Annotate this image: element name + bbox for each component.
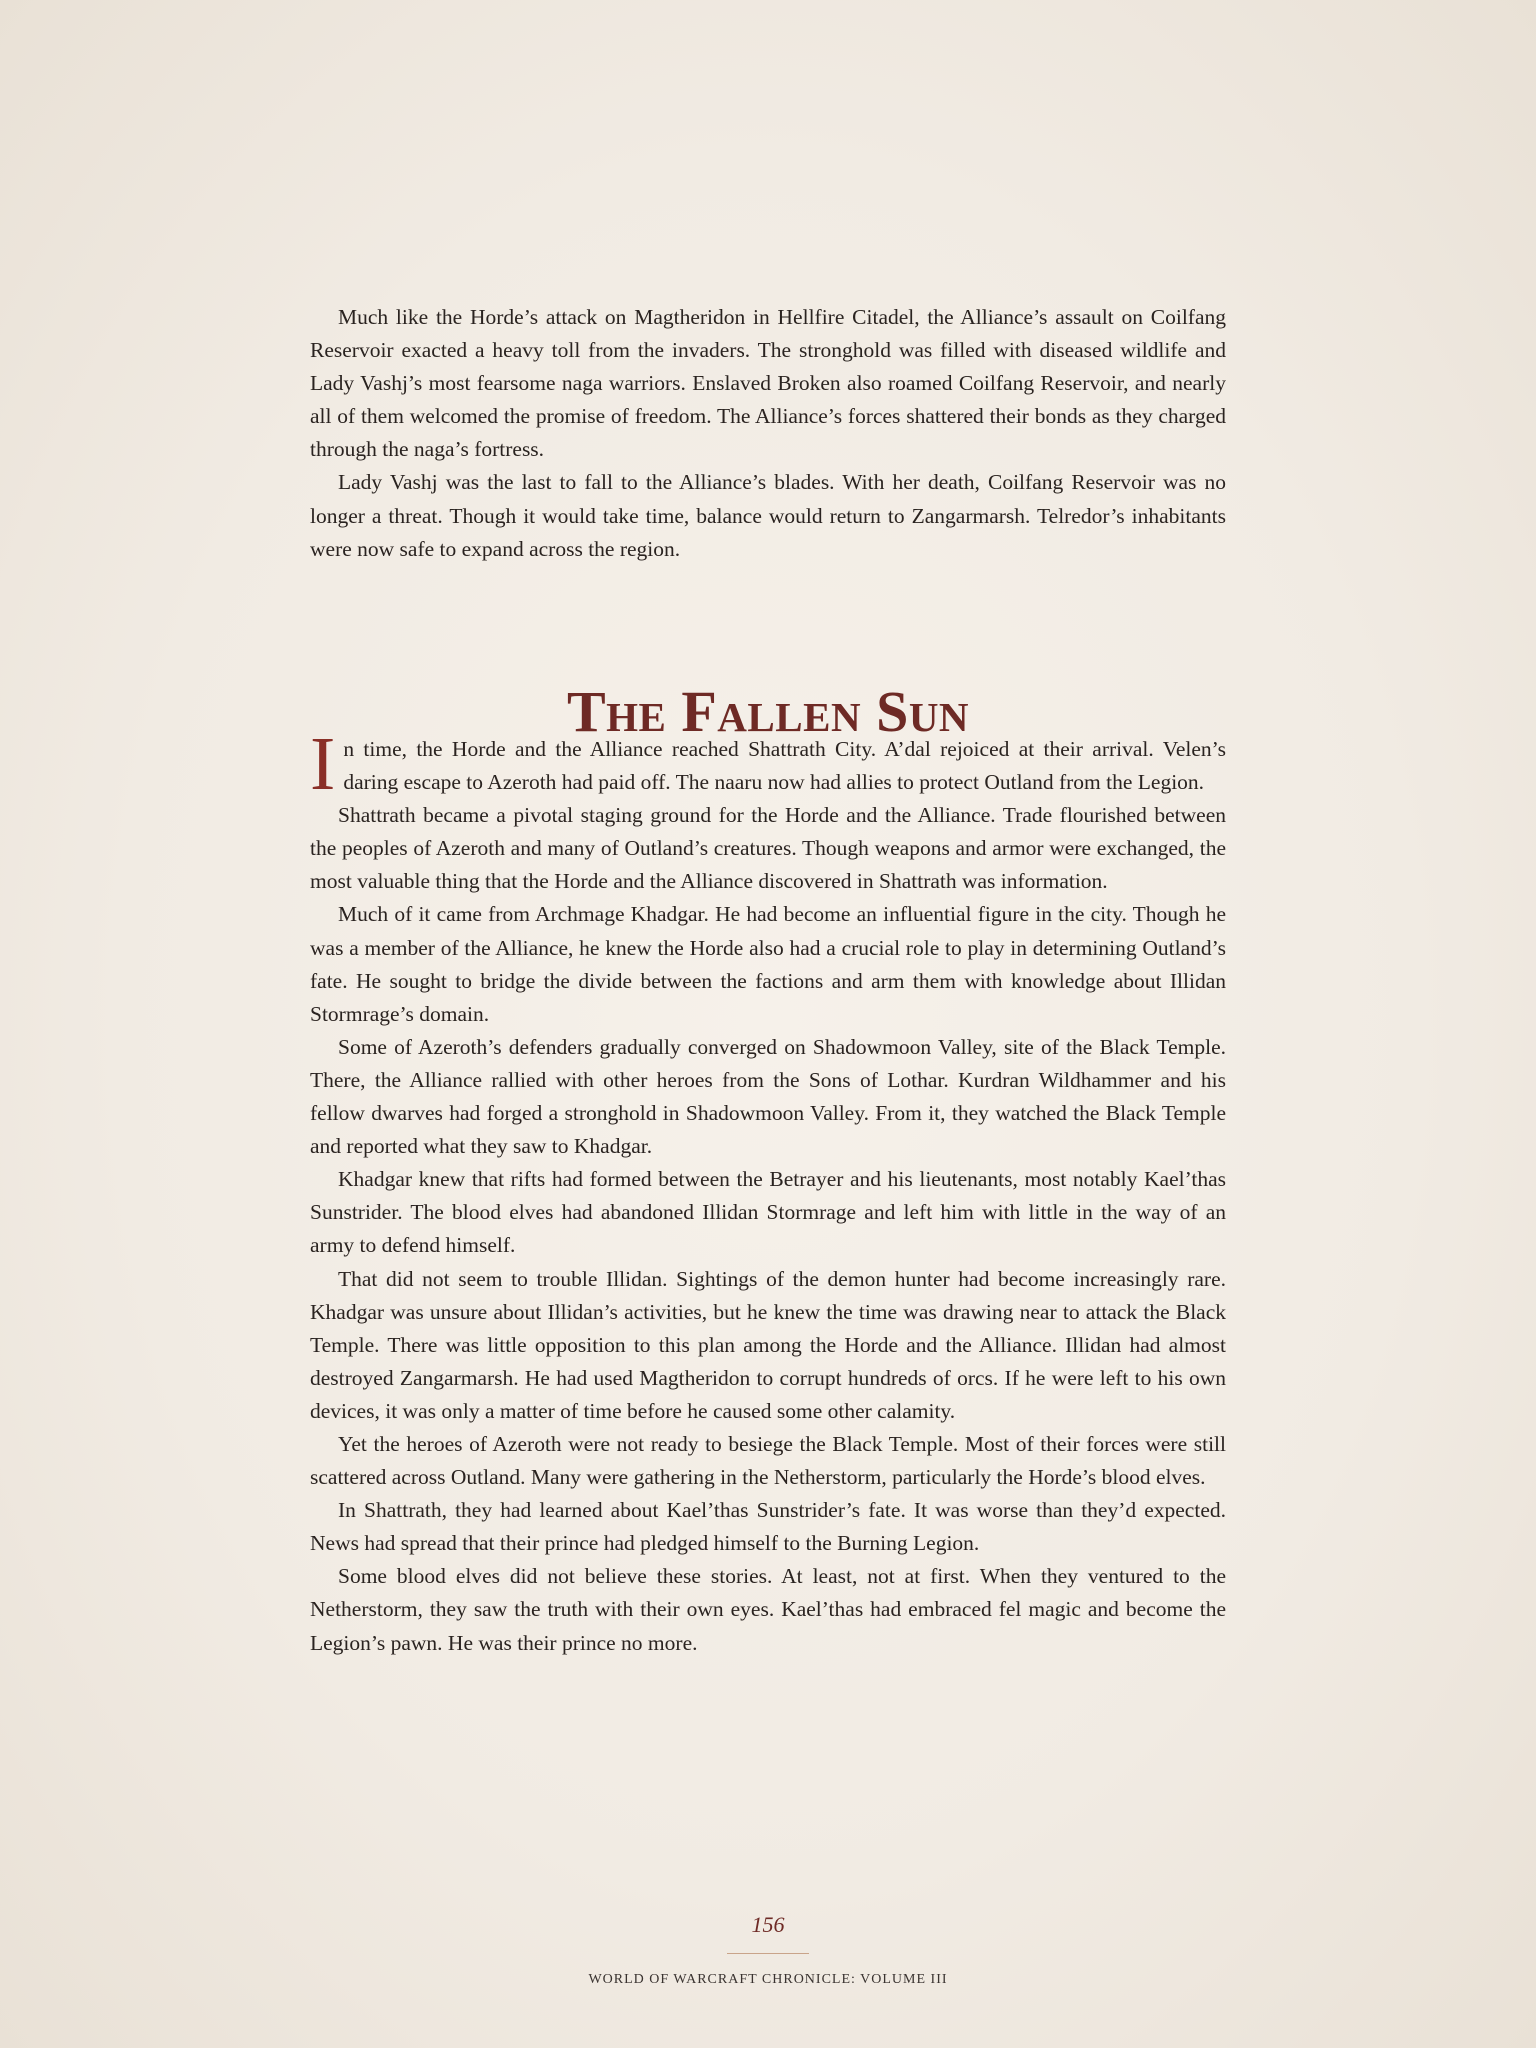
- chapter-body: [310, 722, 1226, 1660]
- chapter-paragraph: Much of it came from Archmage Khadgar. He had become an influential figure in the city. Though he was a member of the Alliance, he knew the Horde also had a crucial role to play in determining Outland’s fate. He sought to bridge the divide between the factions and arm them with knowledge about Illidan Stormrage’s domain.: [310, 902, 1226, 1026]
- chapter-paragraph: Some blood elves did not believe these stories. At least, not at first. When they ventured to the Netherstorm, they saw the truth with their own eyes. Kael’thas had embraced fel magic and become the Legion’s pawn. He was their prince no more.: [310, 1564, 1226, 1655]
- intro-paragraph: Lady Vashj was the last to fall to the Alliance’s blades. With her death, Coilfang Reservoir was no longer a threat. Though it would take time, balance would return to Zangarmarsh. Telredor’s inhabitants were now safe to expand across the region.: [310, 470, 1226, 561]
- first-paragraph-text: n time, the Horde and the Alliance reached Shattrath City. A’dal rejoiced at their arrival. Velen’s daring escape to Azeroth had paid off. The naaru now had allies to protect Outland from the Legion.: [343, 737, 1226, 795]
- chapter-paragraph: Khadgar knew that rifts had formed between the Betrayer and his lieutenants, most notably Kael’thas Sunstrider. The blood elves had abandoned Illidan Stormrage and left him with little in the way of an army to defend himself.: [310, 1167, 1226, 1258]
- intro-paragraph: Much like the Horde’s attack on Magtheridon in Hellfire Citadel, the Alliance’s assault on Coilfang Reservoir exacted a heavy toll from the invaders. The stronghold was filled with diseased wildlife and Lady Vashj’s most fearsome naga warriors. Enslaved Broken also roamed Coilfang Reservoir, and nearly all of them welcomed the promise of freedom. The Alliance’s forces shattered their bonds as they charged through the naga’s fortress.: [310, 305, 1226, 462]
- chapter-first-paragraph: [310, 722, 1226, 806]
- intro-section: [310, 301, 1226, 566]
- page-number: 156: [751, 1912, 785, 1937]
- chapter-paragraph: Yet the heroes of Azeroth were not ready to besiege the Black Temple. Most of their forces were still scattered across Outland. Many were gathering in the Netherstorm, particularly the Horde’s blood elves.: [310, 1431, 1226, 1490]
- running-footer-title: WORLD OF WARCRAFT CHRONICLE: VOLUME III: [588, 1972, 948, 1987]
- chapter-paragraph: Shattrath became a pivotal staging ground for the Horde and the Alliance. Trade flourished between the peoples of Azeroth and many of Outland’s creatures. Though weapons and armor were exchanged, the most valuable thing that the Horde and the Alliance discovered in Shattrath was information.: [310, 803, 1226, 894]
- chapter-paragraph: That did not seem to trouble Illidan. Sightings of the demon hunter had become increasingly rare. Khadgar was unsure about Illidan’s activities, but he knew the time was drawing near to attack the Black Temple. There was little opposition to this plan among the Horde and the Alliance. Illidan had almost destroyed Zangarmarsh. He had used Magtheridon to corrupt hundreds of orcs. If he were left to his own devices, it was only a matter of time before he caused some other calamity.: [310, 1266, 1226, 1423]
- chapter-title: The Fallen Sun: [566, 678, 970, 744]
- chapter-paragraph: In Shattrath, they had learned about Kael’thas Sunstrider’s fate. It was worse than they’d expected. News had spread that their prince had pledged himself to the Burning Legion.: [310, 1498, 1226, 1556]
- chapter-paragraph: Some of Azeroth’s defenders gradually converged on Shadowmoon Valley, site of the Black Temple. There, the Alliance rallied with other heroes from the Sons of Lothar. Kurdran Wildhammer and his fellow dwarves had forged a stronghold in Shadowmoon Valley. From it, they watched the Black Temple and reported what they saw to Khadgar.: [310, 1034, 1226, 1159]
- footer-divider: [727, 1953, 809, 1954]
- drop-cap: I: [310, 722, 336, 806]
